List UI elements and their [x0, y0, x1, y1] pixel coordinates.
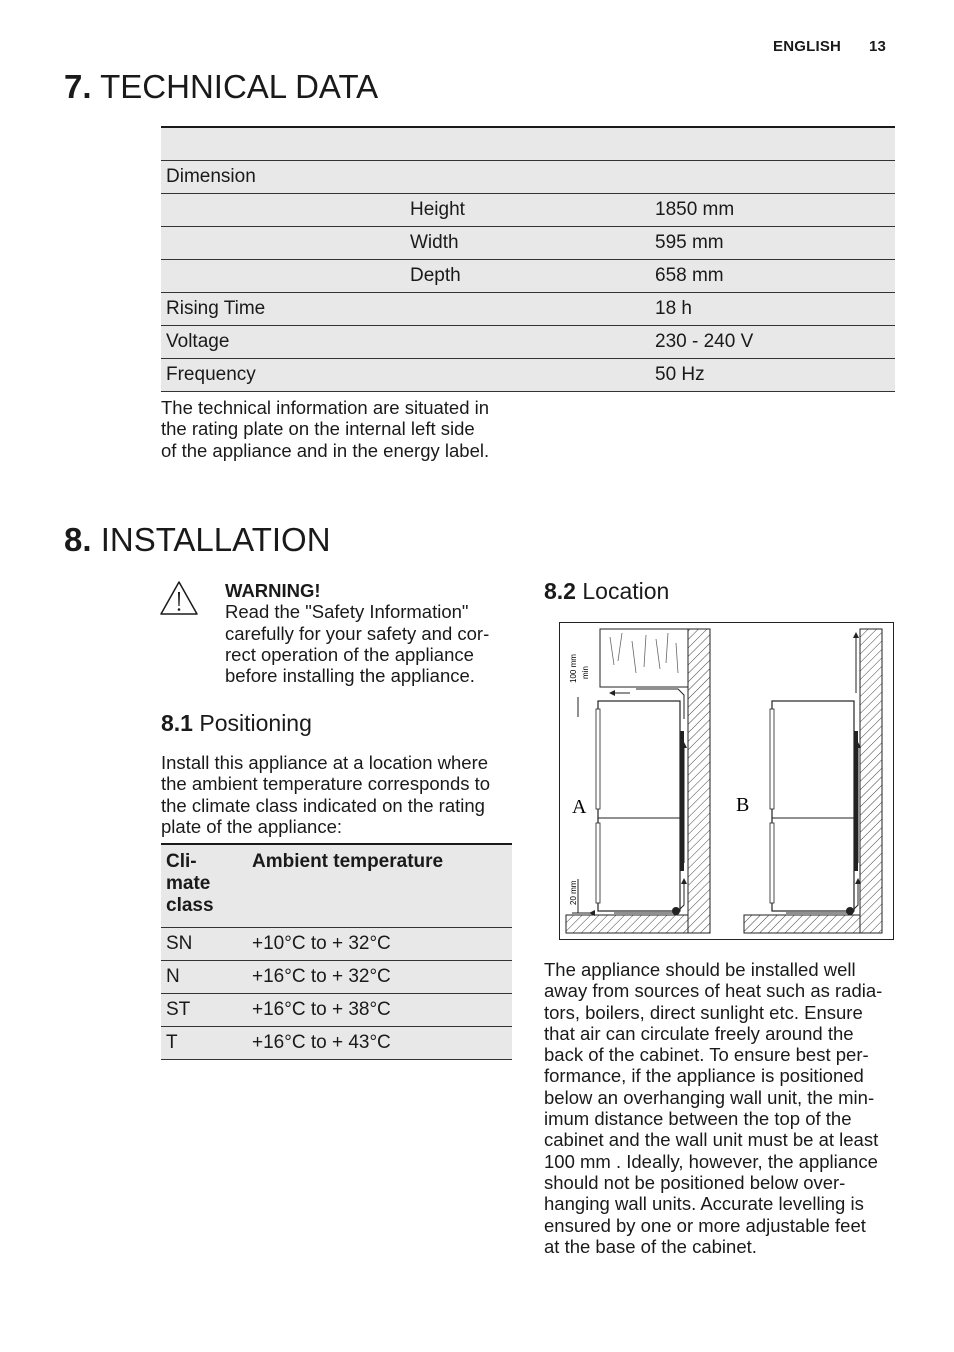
table-cell — [161, 194, 405, 227]
text-line: should not be positioned below over- — [544, 1171, 846, 1193]
table-cell: +10°C to + 32°C — [247, 928, 512, 961]
text-line: tors, boilers, direct sunlight etc. Ensure — [544, 1001, 863, 1023]
table-cell: N — [161, 961, 247, 994]
table-cell — [405, 359, 650, 392]
table-row — [161, 1027, 512, 1060]
text-line: the rating plate on the internal left side — [161, 418, 475, 440]
label-b: B — [736, 794, 750, 816]
text-line: rect operation of the appliance — [225, 643, 474, 665]
dim-top-label: 100 mm — [569, 654, 578, 683]
table-cell: Depth — [405, 260, 650, 293]
technical-data-table — [161, 126, 895, 392]
table-row — [161, 928, 512, 961]
climate-class-table — [161, 843, 512, 1060]
table-row — [161, 194, 895, 227]
text-line: Install this appliance at a location where — [161, 752, 489, 773]
table-cell: +16°C to + 38°C — [247, 994, 512, 1027]
header-cell-temperature: Ambient temperature — [247, 844, 512, 928]
dim-bottom-label: 20 mm — [569, 880, 578, 905]
text-line: Cli- — [166, 851, 197, 872]
table-cell: 50 Hz — [650, 359, 895, 392]
table-cell: Voltage — [161, 326, 405, 359]
subsection-positioning-heading — [161, 710, 312, 737]
table-cell — [405, 326, 650, 359]
text-line: Read the "Safety Information" — [225, 601, 469, 623]
table-row — [161, 994, 512, 1027]
table-cell: Dimension — [161, 161, 405, 194]
header-cell-class — [161, 844, 247, 928]
table-cell — [161, 127, 405, 161]
location-text — [544, 959, 882, 1257]
label-a: A — [572, 796, 587, 818]
table-cell: ST — [161, 994, 247, 1027]
text-line: ensured by one or more adjustable feet — [544, 1214, 866, 1236]
text-line: 100 mm . Ideally, however, the appliance — [544, 1150, 878, 1172]
page-number: 13 — [869, 38, 887, 55]
table-cell: 230 - 240 V — [650, 326, 895, 359]
figure-b — [736, 629, 882, 933]
table-cell — [405, 127, 650, 161]
table-cell — [161, 227, 405, 260]
table-cell — [161, 260, 405, 293]
text-line: of the appliance and in the energy label. — [161, 439, 490, 461]
text-line: class — [166, 895, 214, 916]
technical-note — [161, 397, 489, 461]
subsection-number: 8.2 — [544, 578, 576, 604]
text-line: back of the cabinet. To ensure best per- — [544, 1044, 869, 1066]
table-cell — [405, 293, 650, 326]
installation-diagram-svg — [560, 623, 893, 939]
subsection-location-heading — [544, 578, 669, 605]
fridge-b — [772, 701, 854, 911]
table-cell — [650, 161, 895, 194]
table-row — [161, 127, 895, 161]
text-line: away from sources of heat such as radia- — [544, 980, 883, 1002]
text-line: The technical information are situated in — [161, 397, 490, 418]
text-line: mate — [166, 873, 211, 894]
table-row — [161, 161, 895, 194]
table-cell: +16°C to + 32°C — [247, 961, 512, 994]
table-row — [161, 260, 895, 293]
section-title: TECHNICAL DATA — [100, 68, 379, 105]
section-8-heading — [64, 521, 331, 559]
text-line: at the base of the cabinet. — [544, 1235, 757, 1257]
text-line: formance, if the appliance is positioned — [544, 1065, 864, 1087]
installation-diagram — [559, 622, 894, 940]
table-cell: T — [161, 1027, 247, 1060]
text-line: that air can circulate freely around the — [544, 1022, 854, 1044]
table-cell: 18 h — [650, 293, 895, 326]
section-title: INSTALLATION — [100, 521, 331, 558]
table-cell: 595 mm — [650, 227, 895, 260]
dim-top-min-label: min — [581, 666, 590, 679]
warning-icon — [159, 580, 199, 616]
positioning-text — [161, 752, 490, 837]
table-cell: SN — [161, 928, 247, 961]
text-line: the ambient temperature corresponds to — [161, 773, 491, 795]
text-line: cabinet and the wall unit must be at least — [544, 1129, 879, 1151]
table-cell: Width — [405, 227, 650, 260]
table-row — [161, 326, 895, 359]
table-header-row — [161, 844, 512, 928]
text-line: below an overhanging wall unit, the min- — [544, 1086, 875, 1108]
fridge-a — [598, 701, 680, 911]
section-7-heading — [64, 68, 378, 106]
text-line: the climate class indicated on the rating — [161, 794, 485, 816]
table-row — [161, 227, 895, 260]
text-line: carefully for your safety and cor- — [225, 622, 490, 644]
table-cell: Frequency — [161, 359, 405, 392]
section-number: 8. — [64, 521, 92, 558]
table-cell: Rising Time — [161, 293, 405, 326]
table-cell — [650, 127, 895, 161]
table-cell: 1850 mm — [650, 194, 895, 227]
table-cell: 658 mm — [650, 260, 895, 293]
subsection-number: 8.1 — [161, 710, 193, 736]
header-language: ENGLISH — [773, 38, 842, 55]
warning-title: WARNING! — [225, 580, 321, 601]
text-line: The appliance should be installed well — [544, 959, 856, 980]
subsection-title: Positioning — [199, 710, 312, 736]
table-row — [161, 293, 895, 326]
table-cell: Height — [405, 194, 650, 227]
section-number: 7. — [64, 68, 92, 105]
table-row — [161, 359, 895, 392]
table-cell — [405, 161, 650, 194]
text-line: before installing the appliance. — [225, 665, 475, 687]
table-row — [161, 961, 512, 994]
table-cell: +16°C to + 43°C — [247, 1027, 512, 1060]
text-line: imum distance between the top of the — [544, 1108, 852, 1130]
figure-a — [566, 629, 710, 933]
text-line: plate of the appliance: — [161, 815, 343, 837]
warning-text — [225, 580, 489, 686]
subsection-title: Location — [582, 578, 670, 604]
text-line: hanging wall units. Accurate levelling is — [544, 1193, 864, 1215]
